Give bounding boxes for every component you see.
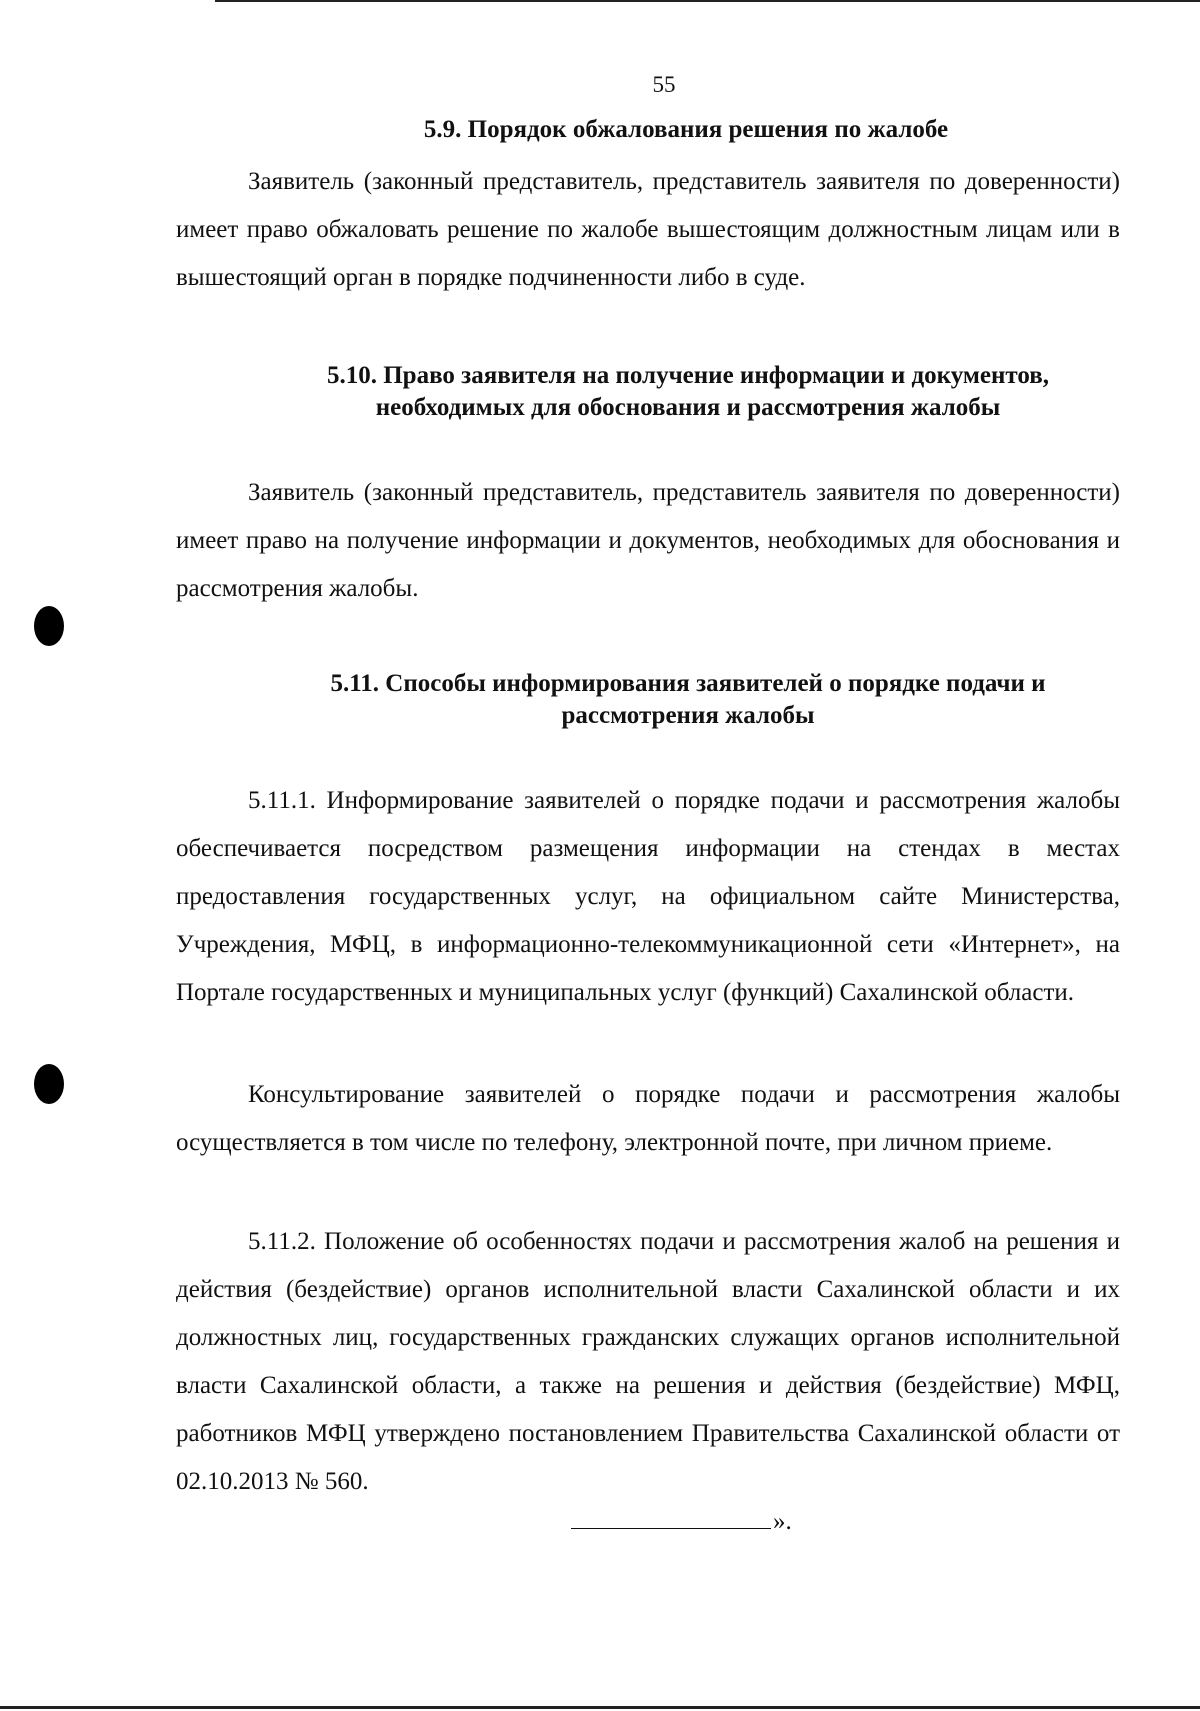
heading-line: необходимых для обоснования и рассмотрения жалобы (375, 394, 1001, 421)
paragraph: 5.11.2. Положение об особенностях подачи и рассмотрения жалоб на решения и действия (бездействие) органов исполнительной власти Сахалинской области и их должностных лиц, государственных гражданских служащих органов исполнительной власти Сахалинской области, а также на решения и действия (бездействие) МФЦ, работников МФЦ утверждено постановлением Правительства Сахалинской области от 02.10.2013 № 560. (176, 1228, 1120, 1495)
section-heading-5-11 (216, 668, 1160, 732)
heading-line: 5.10. Право заявителя на получение информации и документов, (326, 362, 1050, 389)
scan-edge-top (215, 0, 1200, 2)
paragraph: 5.11.1. Информирование заявителей о порядке подачи и рассмотрения жалобы обеспечивается посредством размещения информации на стендах в местах предоставления государственных услуг, на официальном сайте Министерства, Учреждения, МФЦ, в информационно-телекоммуникационной сети «Интернет», на Портале государственных и муниципальных услуг (функций) Сахалинской области. (176, 787, 1120, 1006)
section-heading-5-10 (216, 360, 1160, 424)
scan-edge-bottom (0, 1706, 1200, 1709)
closing-quote: ». (773, 1508, 792, 1535)
paragraph: Заявитель (законный представитель, представитель заявителя по доверенности) имеет право обжаловать решение по жалобе вышестоящим должностным лицам или в вышестоящий орган в порядке подчиненности либо в суде. (176, 168, 1120, 291)
closing-underline (571, 1527, 771, 1529)
paragraph: Заявитель (законный представитель, представитель заявителя по доверенности) имеет право на получение информации и документов, необходимых для обоснования и рассмотрения жалобы. (176, 479, 1120, 602)
closing-mark (571, 1498, 792, 1546)
section-heading-5-9 (214, 114, 1158, 146)
punch-hole-mark (34, 606, 64, 646)
paragraph: Консультирование заявителей о порядке подачи и рассмотрения жалобы осуществляется в том числе по телефону, электронной почте, при личном приеме. (176, 1081, 1120, 1156)
heading-line: 5.11. Способы информирования заявителей о порядке подачи и (330, 670, 1046, 697)
page-number: 55 (652, 72, 676, 97)
heading-line: 5.9. Порядок обжалования решения по жалобе (423, 116, 949, 143)
punch-hole-mark (34, 1064, 64, 1104)
heading-line: рассмотрения жалобы (561, 702, 815, 729)
